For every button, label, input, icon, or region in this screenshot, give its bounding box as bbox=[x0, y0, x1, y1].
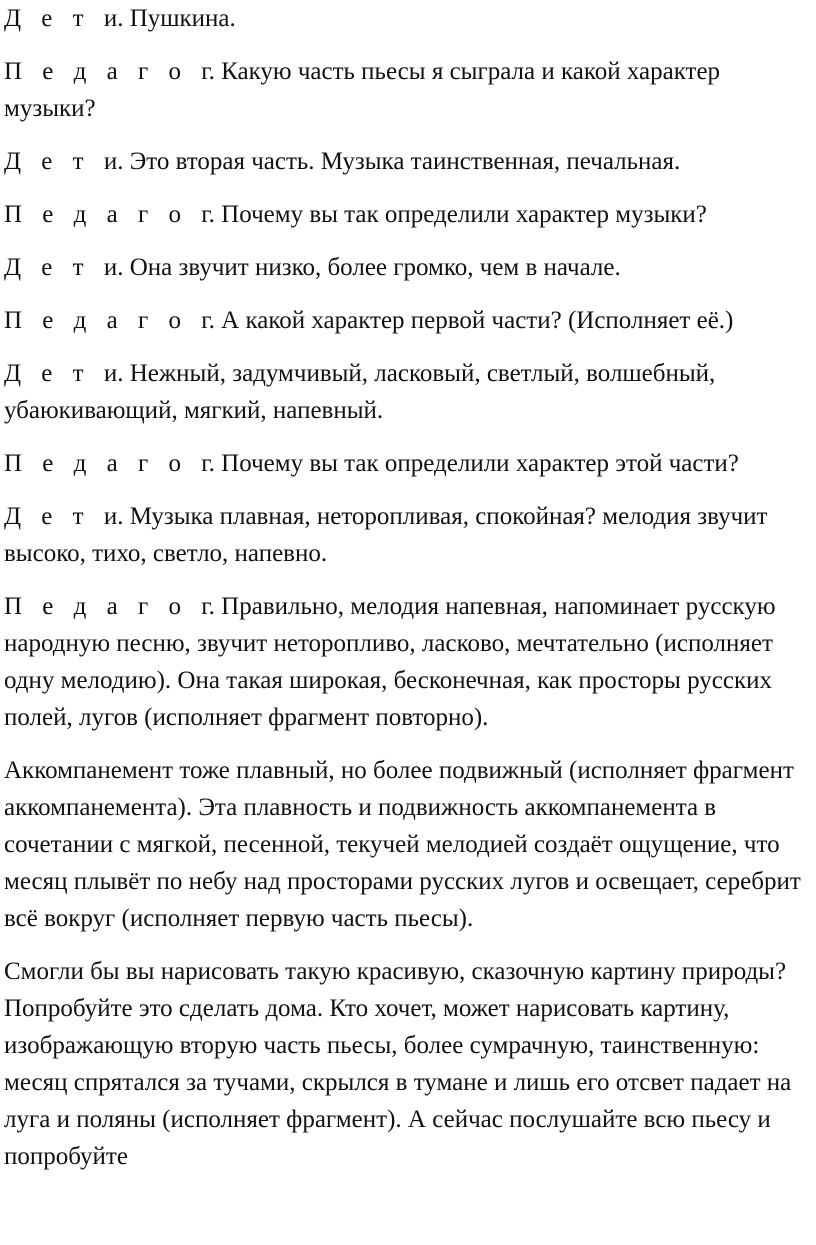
speaker-label: П е д а г о г bbox=[4, 58, 209, 85]
dialogue-text: . Почему вы так определили характер музыки? bbox=[208, 201, 707, 228]
speaker-label-end: и bbox=[103, 360, 118, 387]
dialogue-text: . Пушкина. bbox=[117, 5, 236, 32]
speaker-label: Д е т и bbox=[4, 503, 118, 530]
speaker-label: П е д а г о г bbox=[4, 307, 209, 334]
speaker-label-end: г bbox=[201, 593, 209, 620]
dialogue-text: . Почему вы так определили характер этой части? bbox=[208, 450, 739, 477]
speaker-label: Д е т и bbox=[4, 360, 118, 387]
dialogue-line-teacher bbox=[4, 445, 812, 482]
speaker-label-end: и bbox=[103, 254, 118, 281]
dialogue-line-teacher bbox=[4, 53, 812, 127]
dialogue-line-children bbox=[4, 355, 812, 429]
speaker-label: П е д а г о г bbox=[4, 450, 209, 477]
speaker-label-end: и bbox=[103, 503, 118, 530]
paragraph-text: Смогли бы вы нарисовать такую красивую, сказочную картину природы? Попробуйте это сделать дома. Кто хочет, может нарисовать картину, изображающую вторую часть пьесы, более сумрачную, таинственную: месяц спрятался за тучами, скрылся в тумане и лишь его отсвет падает на луга и поляны (исполняет фрагмент). А сейчас послушайте всю пьесу и попробуйте bbox=[4, 958, 792, 1170]
dialogue-line-teacher bbox=[4, 196, 812, 233]
speaker-label-end: г bbox=[201, 58, 209, 85]
dialogue-line-children bbox=[4, 143, 812, 180]
speaker-label-end: и bbox=[103, 148, 118, 175]
speaker-label-end: г bbox=[201, 307, 209, 334]
paragraph-text: Аккомпанемент тоже плавный, но более подвижный (исполняет фрагмент аккомпанемента). Эта плавность и подвижность аккомпанемента в сочетании с мягкой, песенной, текучей мелодией создаёт ощущение, что месяц плывёт по небу над просторами русских лугов и освещает, серебрит всё вокруг (исполняет первую часть пьесы). bbox=[4, 757, 801, 932]
dialogue-line-teacher bbox=[4, 588, 812, 736]
speaker-label-end: г bbox=[201, 201, 209, 228]
speaker-label: Д е т и bbox=[4, 5, 118, 32]
dialogue-text: . Нежный, задумчивый, ласковый, светлый, волшебный, убаюкивающий, мягкий, напевный. bbox=[4, 360, 716, 424]
narrative-paragraph bbox=[4, 953, 812, 1175]
speaker-label: Д е т и bbox=[4, 254, 118, 281]
speaker-label-end: и bbox=[103, 5, 118, 32]
dialogue-text: . Правильно, мелодия напевная, напоминает русскую народную песню, звучит неторопливо, ласково, мечтательно (исполняет одну мелодию). Она такая широкая, бесконечная, как просторы русских полей, лугов (исполняет фрагмент повторно). bbox=[4, 593, 776, 731]
dialogue-line-children bbox=[4, 498, 812, 572]
speaker-label: П е д а г о г bbox=[4, 593, 209, 620]
narrative-paragraph bbox=[4, 752, 812, 937]
dialogue-line-children bbox=[4, 249, 812, 286]
dialogue-text: . Музыка плавная, неторопливая, спокойная? мелодия звучит высоко, тихо, светло, напевно. bbox=[4, 503, 768, 567]
dialogue-text: . А какой характер первой части? (Исполняет её.) bbox=[208, 307, 734, 334]
dialogue-text: . Это вторая часть. Музыка таинственная, печальная. bbox=[117, 148, 681, 175]
speaker-label: Д е т и bbox=[4, 148, 118, 175]
dialogue-line-children bbox=[4, 0, 812, 37]
dialogue-text: . Она звучит низко, более громко, чем в начале. bbox=[117, 254, 621, 281]
dialogue-text: . Какую часть пьесы я сыграла и какой характер музыки? bbox=[4, 58, 721, 122]
speaker-label: П е д а г о г bbox=[4, 201, 209, 228]
dialogue-line-teacher bbox=[4, 302, 812, 339]
document-page bbox=[4, 0, 812, 1191]
speaker-label-end: г bbox=[201, 450, 209, 477]
